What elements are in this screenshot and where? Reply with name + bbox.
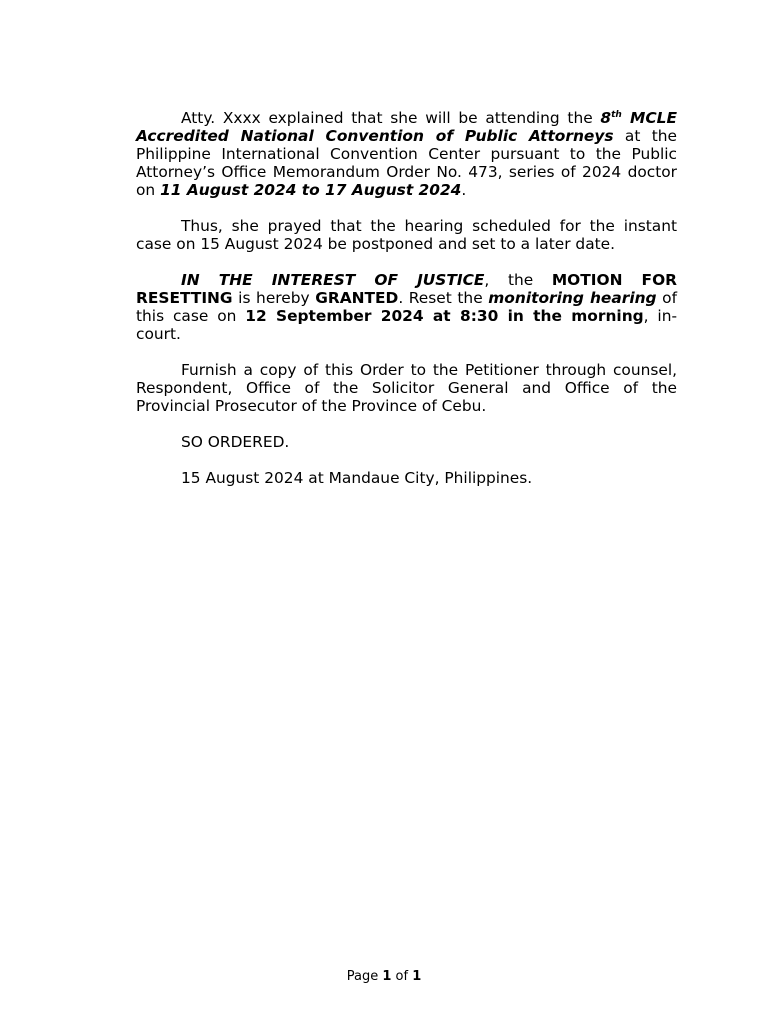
paragraph-furnish (136, 361, 677, 415)
current-page-number: 1 (382, 969, 392, 984)
text-run: . (461, 181, 467, 199)
text-run: , the (484, 271, 552, 289)
ordinal-superscript: th (611, 110, 622, 120)
paragraph-prayer (136, 217, 677, 253)
text-run: , in-court. (136, 307, 678, 343)
ruling: GRANTED (315, 289, 399, 307)
date-and-place: 15 August 2024 at Mandaue City, Philippines. (181, 469, 533, 487)
text-run: . Reset the (398, 289, 489, 307)
paragraph-convention (136, 109, 677, 199)
order-body (136, 109, 677, 505)
hearing-schedule: 12 September 2024 at 8:30 in the morning (245, 307, 644, 325)
text-run: IN THE INTEREST OF JUSTICE (181, 271, 485, 289)
total-pages-number: 1 (412, 969, 422, 984)
text-run: 8 (600, 109, 612, 127)
page-label: Page (346, 969, 379, 984)
so-ordered: SO ORDERED. (181, 433, 290, 451)
motion-title: MOTION FOR RESETTING (136, 271, 677, 307)
text-run: Thus, she prayed that the hearing scheduled for the instant case on 15 August 2024 be postponed and set to a later date. (136, 217, 677, 253)
text-run: of this case on (136, 289, 678, 325)
page-footer (0, 969, 768, 985)
hearing-type: monitoring hearing (488, 289, 657, 307)
of-label: of (395, 969, 409, 984)
convention-name: MCLE Accredited National Convention of Public Attorneys (136, 109, 677, 145)
text-run: Furnish a copy of this Order to the Petitioner through counsel, Respondent, Office of the Solicitor General and Office of the Provincial Prosecutor of the Province of Cebu. (136, 361, 677, 415)
text-run: at the Philippine International Convention Center pursuant to the Public Attorney’s Office Memorandum Order No. 473, series of 2024 doctor on (136, 127, 677, 199)
text-run: Atty. Xxxx explained that she will be attending the (181, 109, 601, 127)
convention-dates: 11 August 2024 to 17 August 2024 (160, 181, 462, 199)
text-run: is hereby (232, 289, 316, 307)
paragraph-granted (136, 271, 677, 343)
